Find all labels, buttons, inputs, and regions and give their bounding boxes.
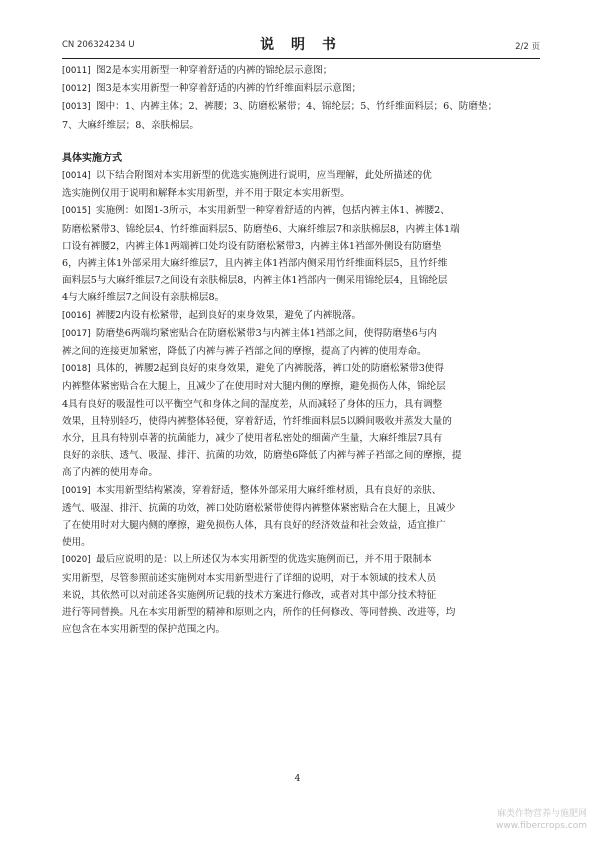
paragraph-line: 良好的亲肤、透气、吸湿、排汗、抗菌的功效，防磨垫6降低了内裤与裤子裆部之间的摩擦，提: [62, 450, 462, 462]
paragraph: [62, 307, 540, 325]
embodiment-paragraphs: [62, 167, 540, 638]
paragraph-line: [62, 307, 540, 325]
paragraph-number: [0017]: [62, 328, 91, 339]
page-header: [62, 34, 540, 56]
paragraph-text: 实施例：如图1-3所示，本实用新型一种穿着舒适的内裤，包括内裤主体1、裤腰2、: [96, 205, 450, 217]
paragraph-line: 裤之间的连接更加紧密，降低了内裤与裤子裆部之间的摩擦，提高了内裤的使用寿命。: [62, 346, 427, 358]
paragraph-line: [62, 167, 540, 185]
paragraph-line: 内裤整体紧密贴合在大腿上，且减少了在使用时对大腿内侧的摩擦，避免损伤人体，锦纶层: [62, 381, 446, 393]
paragraph-number: [0012]: [62, 84, 91, 95]
paragraph-text: 防磨垫6两端均紧密贴合在防磨松紧带3与内裤主体1裆部之间，使得防磨垫6与内: [96, 327, 438, 339]
paragraph-line: [62, 202, 540, 220]
paragraph-text: 图中：1、内裤主体；2、裤腰；3、防磨松紧带；4、锦纶层；5、竹纤维面料层；6、防磨垫；: [96, 101, 498, 113]
paragraph-line: 了在使用时对大腿内侧的摩擦，避免损伤人体，具有良好的经济效益和社会效益，适宜推广: [62, 520, 446, 532]
paragraph-line: 防磨松紧带3、锦纶层4、竹纤维面料层5、防磨垫6、大麻纤维层7和亲肤棉层8，内裤主体1端: [62, 223, 460, 235]
paragraph-number: [0011]: [62, 66, 91, 76]
paragraph-line: 效果，且特别轻巧，使得内裤整体轻便，穿着舒适，竹纤维面料层5以瞬间吸收并蒸发大量的: [62, 415, 452, 427]
section-heading: 具体实施方式: [62, 152, 122, 164]
paragraph-text: 图3是本实用新型一种穿着舒适的内裤的竹纤维面料层示意图；: [96, 83, 362, 95]
paragraph-number: [0019]: [62, 485, 91, 496]
paragraph-number: [0018]: [62, 364, 91, 375]
paragraph: [62, 360, 540, 481]
watermark-site-name: 麻类作物营养与施肥网: [496, 809, 587, 819]
paragraph: [62, 62, 540, 80]
paragraph-text: 裤腰2内设有松紧带，起到良好的束身效果，避免了内裤脱落。: [96, 309, 362, 321]
paragraph: [62, 551, 540, 638]
paragraph-line: [62, 80, 540, 98]
paragraph: [62, 325, 540, 360]
figure-descriptions: [62, 62, 540, 134]
paragraph-line: 进行等同替换。凡在本实用新型的精神和原则之内，所作的任何修改、等同替换、改进等，均: [62, 607, 456, 619]
paragraph-line: [62, 98, 540, 116]
document-title: 说 明 书: [260, 37, 342, 53]
paragraph-line: 透气、吸湿、排汗、抗菌的功效，裤口处防磨松紧带使得内裤整体紧密贴合在大腿上，且减少: [62, 502, 456, 514]
paragraph-line: [62, 360, 540, 378]
paragraph: [62, 482, 540, 552]
paragraph-text: 以下结合附图对本实用新型的优选实施例进行说明，应当理解，此处所描述的优: [96, 170, 432, 182]
paragraph-number: [0016]: [62, 310, 91, 321]
page-indicator: 2/2 页: [515, 42, 540, 52]
paragraph: [62, 80, 540, 98]
paragraph: [62, 98, 540, 133]
paragraph-line: 高了内裤的使用寿命。: [62, 467, 158, 479]
paragraph-line: 6，内裤主体1外部采用大麻纤维层7，且内裤主体1裆部内侧采用竹纤维面料层5，且竹纤维: [62, 258, 448, 270]
paragraph: [62, 202, 540, 306]
paragraph-text: 具体的，裤腰2起到良好的束身效果，避免了内裤脱落，裤口处的防磨松紧带3使得: [96, 363, 444, 375]
paragraph-line: 面料层5与大麻纤维层7之间设有亲肤棉层8，内裤主体1裆部内一侧采用锦纶层4，且锦纶层: [62, 275, 448, 287]
paragraph-line: 应包含在本实用新型的保护范围之内。: [62, 624, 226, 636]
paragraph: [62, 167, 540, 202]
paragraph-number: [0015]: [62, 206, 91, 217]
paragraph-line: 选实施例仅用于说明和解释本实用新型，并不用于限定本实用新型。: [62, 188, 350, 200]
paragraph-line: 实用新型，尽管参照前述实施例对本实用新型进行了详细的说明，对于本领域的技术人员: [62, 572, 437, 584]
document-body: [62, 62, 540, 639]
paragraph-line: [62, 482, 540, 500]
paragraph-number: [0014]: [62, 171, 91, 182]
paragraph-line: [62, 62, 540, 80]
paragraph-line: 7、大麻纤维层；8、亲肤棉层。: [62, 119, 199, 131]
paragraph-number: [0013]: [62, 102, 91, 113]
paragraph-line: [62, 325, 540, 343]
paragraph-line: 水分，且具有特别卓著的抗菌能力，减少了使用者私密处的细菌产生量，大麻纤维层7具有: [62, 433, 443, 445]
paragraph-line: 4具有良好的吸湿性可以平衡空气和身体之间的湿度差，从而减轻了身体的压力，具有调整: [62, 398, 443, 410]
watermark: [496, 808, 587, 832]
paragraph-line: 口设有裤腰2，内裤主体1两端裤口处均设有防磨松紧带3，内裤主体1裆部外侧设有防磨垫: [62, 240, 442, 252]
paragraph-text: 本实用新型结构紧凑，穿着舒适，整体外部采用大麻纤维材质，具有良好的亲肤、: [96, 484, 442, 496]
paragraph-number: [0020]: [62, 555, 91, 566]
paragraph-text: 图2是本实用新型一种穿着舒适的内裤的锦纶层示意图；: [96, 65, 333, 76]
paragraph-line: 4与大麻纤维层7之间设有亲肤棉层8。: [62, 292, 225, 304]
paragraph-line: 使用。: [62, 537, 91, 549]
watermark-url: www.fibercrops.com: [496, 821, 587, 831]
paragraph-line: [62, 551, 540, 569]
paragraph-line: 来说，其依然可以对前述各实施例所记载的技术方案进行修改，或者对其中部分技术特征: [62, 589, 437, 601]
document-id: CN 206324234 U: [62, 40, 135, 50]
page-number: 4: [294, 774, 301, 784]
header-rule: [62, 58, 540, 59]
paragraph-text: 最后应说明的是：以上所述仅为本实用新型的优选实施例而已，并不用于限制本: [96, 554, 432, 566]
